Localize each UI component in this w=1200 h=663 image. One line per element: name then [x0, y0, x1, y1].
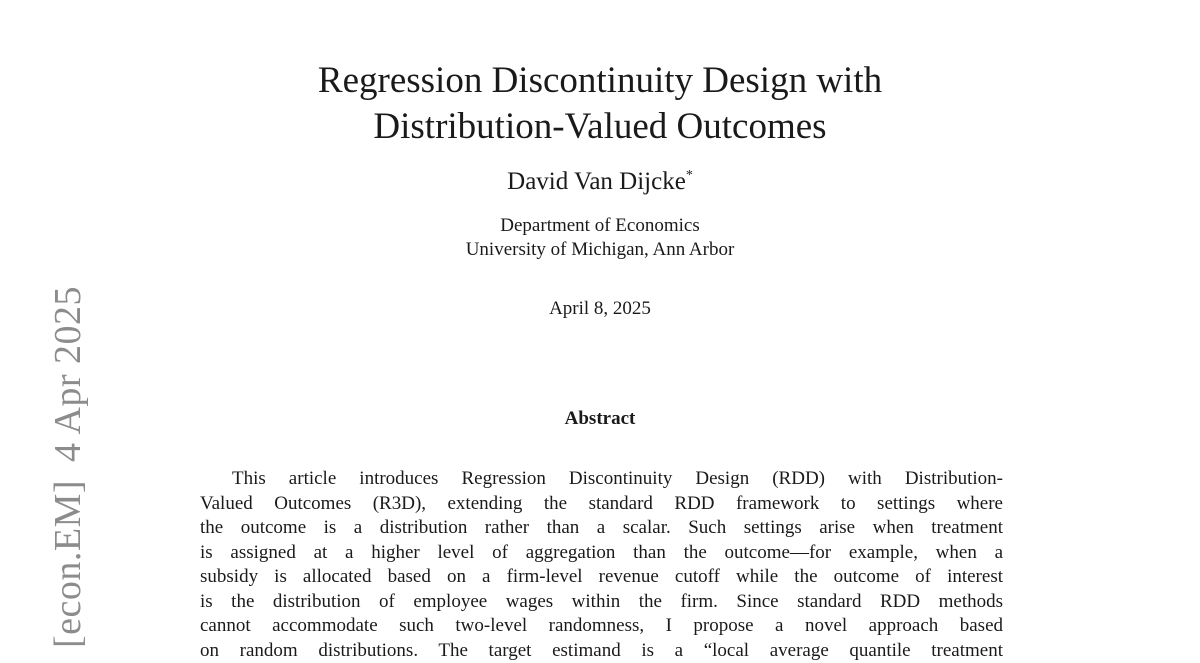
abstract-body — [200, 467, 1003, 663]
abstract-heading: Abstract — [0, 407, 1200, 431]
abstract-line: the outcome is a distribution rather than a scalar. Such settings arise when treatment — [200, 516, 1003, 541]
abstract-line: cannot accommodate such two-level randomness, I propose a novel approach based — [200, 614, 1003, 639]
title-line-1: Regression Discontinuity Design with — [0, 58, 1200, 104]
paper-date: April 8, 2025 — [0, 297, 1200, 321]
author — [0, 160, 1200, 198]
author-footnote-mark: * — [686, 168, 693, 183]
affiliation — [0, 214, 1200, 262]
author-name: David Van Dijcke — [507, 168, 686, 195]
abstract-line: on random distributions. The target estimand is a “local average quantile treatment — [200, 639, 1003, 663]
abstract-line: subsidy is allocated based on a firm-level revenue cutoff while the outcome of interest — [200, 565, 1003, 590]
abstract-line: is assigned at a higher level of aggregation than the outcome—for example, when a — [200, 541, 1003, 566]
title-line-2: Distribution-Valued Outcomes — [0, 104, 1200, 150]
paper-title — [0, 58, 1200, 150]
arxiv-side-stamp — [49, 286, 87, 648]
abstract-line: This article introduces Regression Discontinuity Design (RDD) with Distribution- — [200, 467, 1003, 492]
arxiv-date: 4 Apr 2025 — [49, 286, 87, 462]
affiliation-department: Department of Economics — [0, 214, 1200, 238]
arxiv-category: [econ.EM] — [49, 480, 87, 648]
abstract-line: is the distribution of employee wages within the firm. Since standard RDD methods — [200, 590, 1003, 615]
abstract-line: Valued Outcomes (R3D), extending the standard RDD framework to settings where — [200, 492, 1003, 517]
affiliation-university: University of Michigan, Ann Arbor — [0, 238, 1200, 262]
